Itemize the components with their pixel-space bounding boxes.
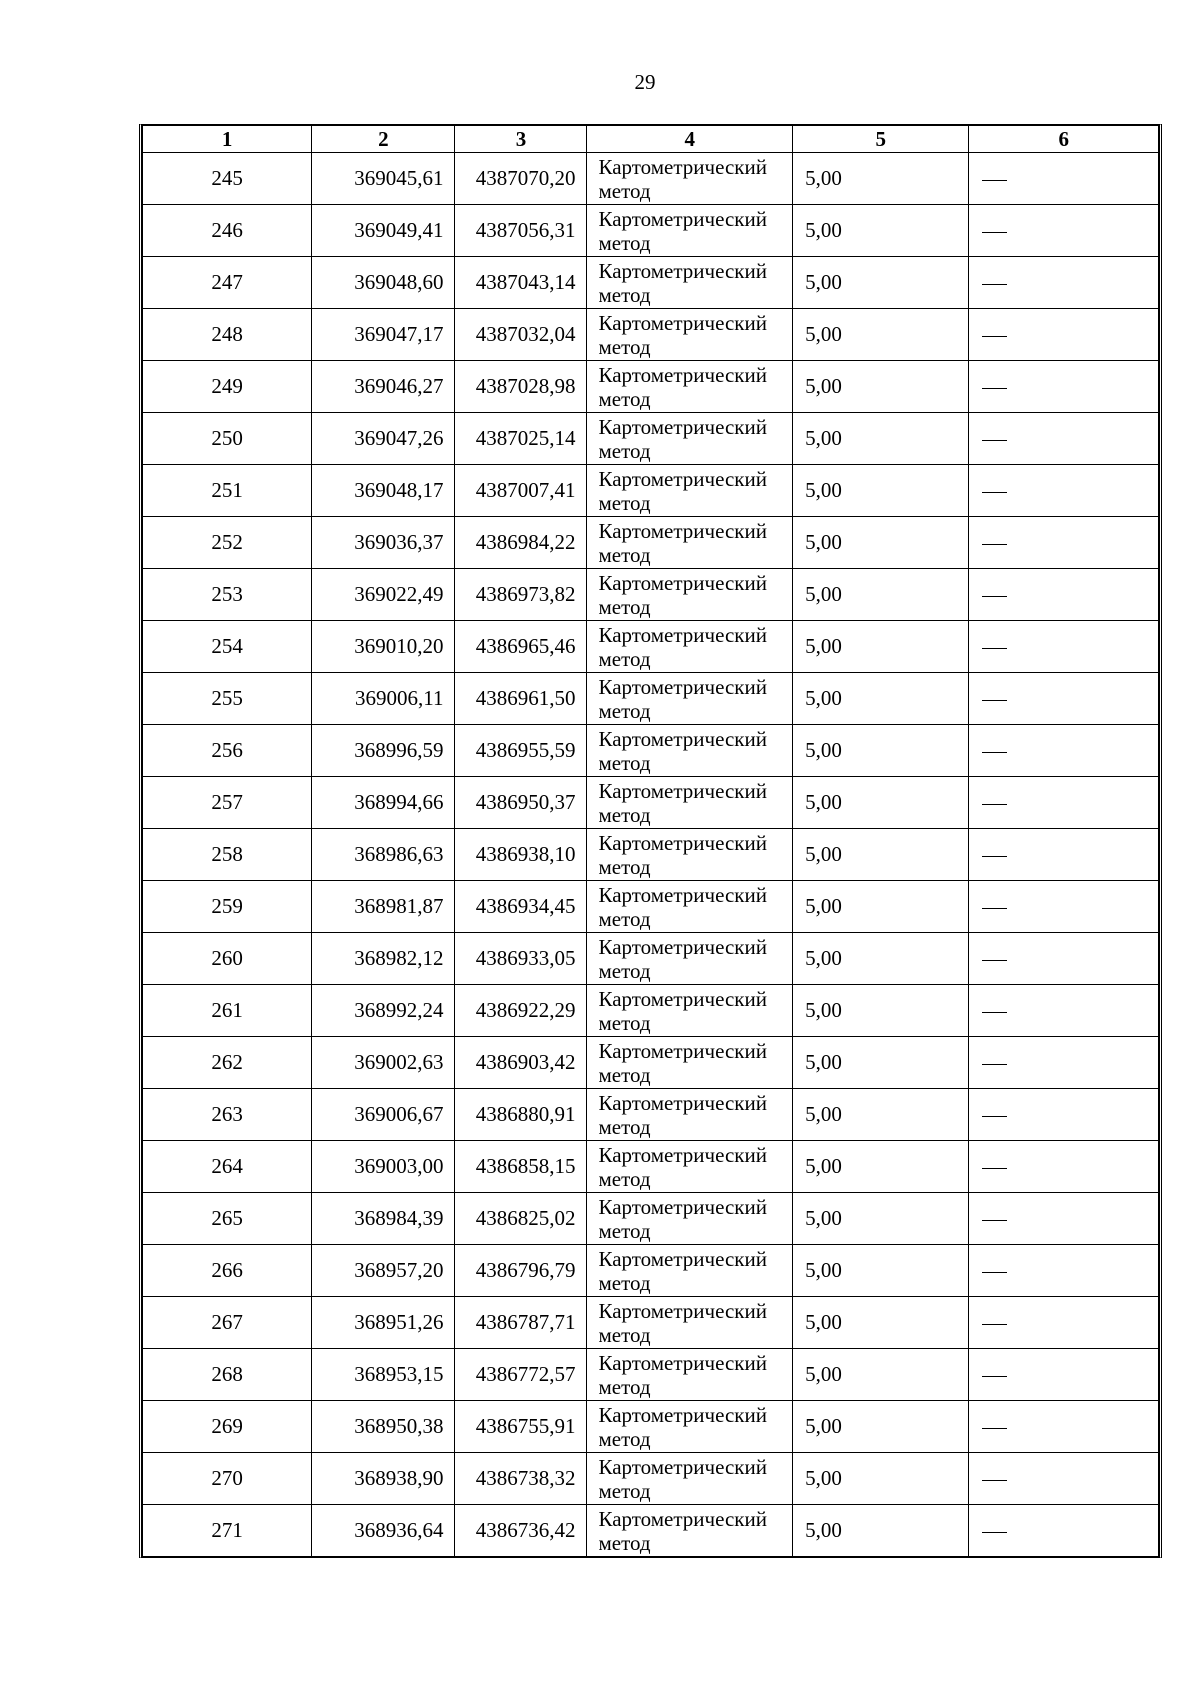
x-coordinate-cell: 369045,61 — [312, 153, 455, 205]
point-number-cell: 254 — [143, 621, 312, 673]
accuracy-cell: 5,00 — [793, 985, 969, 1037]
table-row — [143, 673, 1159, 725]
x-coordinate-cell: 368984,39 — [312, 1193, 455, 1245]
table-row — [143, 309, 1159, 361]
point-number-cell: 255 — [143, 673, 312, 725]
method-line-2: метод — [598, 1374, 651, 1399]
dash-mark — [982, 284, 1007, 285]
y-coordinate-cell: 4386934,45 — [455, 881, 587, 933]
accuracy-cell: 5,00 — [793, 569, 969, 621]
method-line-2: метод — [598, 958, 651, 983]
y-coordinate-cell: 4386880,91 — [455, 1089, 587, 1141]
dash-mark — [982, 752, 1007, 753]
y-coordinate-cell: 4387025,14 — [455, 413, 587, 465]
point-number-cell: 258 — [143, 829, 312, 881]
y-coordinate-cell: 4386965,46 — [455, 621, 587, 673]
method-line-1: Картометрический — [598, 986, 767, 1011]
accuracy-cell: 5,00 — [793, 517, 969, 569]
dash-mark — [982, 648, 1007, 649]
accuracy-cell: 5,00 — [793, 933, 969, 985]
dash-mark — [982, 1324, 1007, 1325]
method-cell — [587, 777, 793, 829]
dash-mark — [982, 336, 1007, 337]
accuracy-cell: 5,00 — [793, 309, 969, 361]
method-cell — [587, 153, 793, 205]
method-line-1: Картометрический — [598, 154, 767, 179]
point-number-cell: 265 — [143, 1193, 312, 1245]
method-line-2: метод — [598, 282, 651, 307]
table-body — [143, 153, 1159, 1557]
dash-mark — [982, 1220, 1007, 1221]
method-line-1: Картометрический — [598, 1142, 767, 1167]
column-header-3: 3 — [455, 126, 587, 153]
method-cell — [587, 881, 793, 933]
table-row — [143, 621, 1159, 673]
method-line-1: Картометрический — [598, 1038, 767, 1063]
dash-mark — [982, 232, 1007, 233]
point-number-cell: 270 — [143, 1453, 312, 1505]
method-line-1: Картометрический — [598, 1506, 767, 1531]
method-cell — [587, 1245, 793, 1297]
accuracy-cell: 5,00 — [793, 361, 969, 413]
accuracy-cell: 5,00 — [793, 777, 969, 829]
method-line-1: Картометрический — [598, 362, 767, 387]
accuracy-cell: 5,00 — [793, 1193, 969, 1245]
y-coordinate-cell: 4386787,71 — [455, 1297, 587, 1349]
method-line-1: Картометрический — [598, 622, 767, 647]
method-line-2: метод — [598, 1426, 651, 1451]
y-coordinate-cell: 4386772,57 — [455, 1349, 587, 1401]
note-cell — [969, 933, 1159, 985]
point-number-cell: 261 — [143, 985, 312, 1037]
accuracy-cell: 5,00 — [793, 1401, 969, 1453]
table-row — [143, 205, 1159, 257]
method-cell — [587, 465, 793, 517]
note-cell — [969, 985, 1159, 1037]
point-number-cell: 253 — [143, 569, 312, 621]
method-line-1: Картометрический — [598, 1350, 767, 1375]
table-row — [143, 1089, 1159, 1141]
method-cell — [587, 1349, 793, 1401]
y-coordinate-cell: 4387043,14 — [455, 257, 587, 309]
method-line-1: Картометрический — [598, 414, 767, 439]
method-line-2: метод — [598, 750, 651, 775]
method-line-2: метод — [598, 1218, 651, 1243]
x-coordinate-cell: 368938,90 — [312, 1453, 455, 1505]
y-coordinate-cell: 4386950,37 — [455, 777, 587, 829]
method-line-1: Картометрический — [598, 310, 767, 335]
table-row — [143, 1037, 1159, 1089]
note-cell — [969, 673, 1159, 725]
coordinates-table-frame — [139, 124, 1162, 1558]
y-coordinate-cell: 4386796,79 — [455, 1245, 587, 1297]
x-coordinate-cell: 369046,27 — [312, 361, 455, 413]
dash-mark — [982, 180, 1007, 181]
x-coordinate-cell: 368957,20 — [312, 1245, 455, 1297]
point-number-cell: 268 — [143, 1349, 312, 1401]
method-cell — [587, 829, 793, 881]
method-cell — [587, 725, 793, 777]
method-line-2: метод — [598, 646, 651, 671]
point-number-cell: 269 — [143, 1401, 312, 1453]
x-coordinate-cell: 369010,20 — [312, 621, 455, 673]
point-number-cell: 249 — [143, 361, 312, 413]
y-coordinate-cell: 4386922,29 — [455, 985, 587, 1037]
table-row — [143, 1505, 1159, 1557]
method-line-2: метод — [598, 802, 651, 827]
method-cell — [587, 309, 793, 361]
point-number-cell: 248 — [143, 309, 312, 361]
table-row — [143, 881, 1159, 933]
point-number-cell: 266 — [143, 1245, 312, 1297]
table-row — [143, 1193, 1159, 1245]
note-cell — [969, 1349, 1159, 1401]
point-number-cell: 252 — [143, 517, 312, 569]
note-cell — [969, 1505, 1159, 1557]
x-coordinate-cell: 369022,49 — [312, 569, 455, 621]
accuracy-cell: 5,00 — [793, 1141, 969, 1193]
note-cell — [969, 829, 1159, 881]
note-cell — [969, 1453, 1159, 1505]
method-cell — [587, 569, 793, 621]
note-cell — [969, 1089, 1159, 1141]
column-header-4: 4 — [587, 126, 793, 153]
y-coordinate-cell: 4386755,91 — [455, 1401, 587, 1453]
method-line-1: Картометрический — [598, 778, 767, 803]
method-cell — [587, 1297, 793, 1349]
y-coordinate-cell: 4386961,50 — [455, 673, 587, 725]
method-line-1: Картометрический — [598, 1194, 767, 1219]
note-cell — [969, 725, 1159, 777]
accuracy-cell: 5,00 — [793, 1245, 969, 1297]
method-cell — [587, 933, 793, 985]
column-header-5: 5 — [793, 126, 969, 153]
method-line-2: метод — [598, 230, 651, 255]
dash-mark — [982, 1116, 1007, 1117]
table-row — [143, 777, 1159, 829]
note-cell — [969, 777, 1159, 829]
note-cell — [969, 153, 1159, 205]
y-coordinate-cell: 4386738,32 — [455, 1453, 587, 1505]
x-coordinate-cell: 369006,11 — [312, 673, 455, 725]
method-cell — [587, 361, 793, 413]
y-coordinate-cell: 4386903,42 — [455, 1037, 587, 1089]
dash-mark — [982, 596, 1007, 597]
accuracy-cell: 5,00 — [793, 1505, 969, 1557]
table-row — [143, 933, 1159, 985]
x-coordinate-cell: 368982,12 — [312, 933, 455, 985]
y-coordinate-cell: 4386973,82 — [455, 569, 587, 621]
method-cell — [587, 1141, 793, 1193]
accuracy-cell: 5,00 — [793, 1297, 969, 1349]
note-cell — [969, 1297, 1159, 1349]
x-coordinate-cell: 369047,17 — [312, 309, 455, 361]
method-cell — [587, 1453, 793, 1505]
accuracy-cell: 5,00 — [793, 1037, 969, 1089]
method-line-1: Картометрический — [598, 570, 767, 595]
note-cell — [969, 1141, 1159, 1193]
method-line-1: Картометрический — [598, 882, 767, 907]
x-coordinate-cell: 369047,26 — [312, 413, 455, 465]
point-number-cell: 245 — [143, 153, 312, 205]
dash-mark — [982, 1480, 1007, 1481]
table-header-row — [143, 126, 1159, 153]
note-cell — [969, 1245, 1159, 1297]
method-cell — [587, 985, 793, 1037]
table-row — [143, 1401, 1159, 1453]
x-coordinate-cell: 368986,63 — [312, 829, 455, 881]
point-number-cell: 250 — [143, 413, 312, 465]
table-row — [143, 153, 1159, 205]
table-row — [143, 1349, 1159, 1401]
method-line-2: метод — [598, 698, 651, 723]
table-row — [143, 517, 1159, 569]
method-cell — [587, 1401, 793, 1453]
method-cell — [587, 1089, 793, 1141]
y-coordinate-cell: 4386825,02 — [455, 1193, 587, 1245]
note-cell — [969, 1401, 1159, 1453]
note-cell — [969, 205, 1159, 257]
table-row — [143, 569, 1159, 621]
dash-mark — [982, 856, 1007, 857]
method-line-2: метод — [598, 490, 651, 515]
method-line-1: Картометрический — [598, 258, 767, 283]
point-number-cell: 264 — [143, 1141, 312, 1193]
table-row — [143, 1245, 1159, 1297]
y-coordinate-cell: 4387032,04 — [455, 309, 587, 361]
point-number-cell: 251 — [143, 465, 312, 517]
dash-mark — [982, 1168, 1007, 1169]
x-coordinate-cell: 369036,37 — [312, 517, 455, 569]
accuracy-cell: 5,00 — [793, 153, 969, 205]
method-line-1: Картометрический — [598, 1090, 767, 1115]
point-number-cell: 260 — [143, 933, 312, 985]
note-cell — [969, 465, 1159, 517]
y-coordinate-cell: 4386955,59 — [455, 725, 587, 777]
y-coordinate-cell: 4386938,10 — [455, 829, 587, 881]
method-line-1: Картометрический — [598, 1298, 767, 1323]
method-cell — [587, 621, 793, 673]
table-row — [143, 985, 1159, 1037]
method-line-2: метод — [598, 178, 651, 203]
y-coordinate-cell: 4387007,41 — [455, 465, 587, 517]
dash-mark — [982, 1532, 1007, 1533]
method-line-2: метод — [598, 854, 651, 879]
method-line-1: Картометрический — [598, 466, 767, 491]
x-coordinate-cell: 368994,66 — [312, 777, 455, 829]
accuracy-cell: 5,00 — [793, 725, 969, 777]
accuracy-cell: 5,00 — [793, 413, 969, 465]
note-cell — [969, 517, 1159, 569]
note-cell — [969, 361, 1159, 413]
dash-mark — [982, 700, 1007, 701]
accuracy-cell: 5,00 — [793, 465, 969, 517]
dash-mark — [982, 544, 1007, 545]
y-coordinate-cell: 4387028,98 — [455, 361, 587, 413]
method-cell — [587, 1193, 793, 1245]
table-row — [143, 829, 1159, 881]
method-line-2: метод — [598, 1270, 651, 1295]
method-line-2: метод — [598, 906, 651, 931]
accuracy-cell: 5,00 — [793, 621, 969, 673]
accuracy-cell: 5,00 — [793, 673, 969, 725]
x-coordinate-cell: 368950,38 — [312, 1401, 455, 1453]
y-coordinate-cell: 4387070,20 — [455, 153, 587, 205]
x-coordinate-cell: 368981,87 — [312, 881, 455, 933]
method-line-2: метод — [598, 1114, 651, 1139]
method-line-1: Картометрический — [598, 934, 767, 959]
method-cell — [587, 1037, 793, 1089]
method-cell — [587, 673, 793, 725]
accuracy-cell: 5,00 — [793, 1349, 969, 1401]
y-coordinate-cell: 4386984,22 — [455, 517, 587, 569]
method-line-1: Картометрический — [598, 1246, 767, 1271]
x-coordinate-cell: 368936,64 — [312, 1505, 455, 1557]
note-cell — [969, 621, 1159, 673]
accuracy-cell: 5,00 — [793, 1453, 969, 1505]
dash-mark — [982, 1012, 1007, 1013]
point-number-cell: 263 — [143, 1089, 312, 1141]
x-coordinate-cell: 368992,24 — [312, 985, 455, 1037]
x-coordinate-cell: 369048,60 — [312, 257, 455, 309]
note-cell — [969, 413, 1159, 465]
dash-mark — [982, 1376, 1007, 1377]
table-row — [143, 725, 1159, 777]
coordinates-table — [142, 125, 1159, 1557]
accuracy-cell: 5,00 — [793, 881, 969, 933]
accuracy-cell: 5,00 — [793, 829, 969, 881]
method-line-1: Картометрический — [598, 674, 767, 699]
x-coordinate-cell: 368953,15 — [312, 1349, 455, 1401]
x-coordinate-cell: 368951,26 — [312, 1297, 455, 1349]
accuracy-cell: 5,00 — [793, 1089, 969, 1141]
table-row — [143, 413, 1159, 465]
x-coordinate-cell: 369049,41 — [312, 205, 455, 257]
method-line-2: метод — [598, 1166, 651, 1191]
method-line-1: Картометрический — [598, 726, 767, 751]
dash-mark — [982, 960, 1007, 961]
x-coordinate-cell: 368996,59 — [312, 725, 455, 777]
y-coordinate-cell: 4387056,31 — [455, 205, 587, 257]
point-number-cell: 262 — [143, 1037, 312, 1089]
table-row — [143, 257, 1159, 309]
page-number: 29 — [634, 70, 656, 94]
point-number-cell: 247 — [143, 257, 312, 309]
method-line-2: метод — [598, 542, 651, 567]
point-number-cell: 271 — [143, 1505, 312, 1557]
dash-mark — [982, 908, 1007, 909]
method-line-2: метод — [598, 1530, 651, 1555]
y-coordinate-cell: 4386858,15 — [455, 1141, 587, 1193]
method-line-1: Картометрический — [598, 1402, 767, 1427]
point-number-cell: 256 — [143, 725, 312, 777]
column-header-2: 2 — [312, 126, 455, 153]
method-cell — [587, 413, 793, 465]
method-line-2: метод — [598, 594, 651, 619]
point-number-cell: 259 — [143, 881, 312, 933]
dash-mark — [982, 492, 1007, 493]
method-cell — [587, 257, 793, 309]
note-cell — [969, 881, 1159, 933]
dash-mark — [982, 1428, 1007, 1429]
dash-mark — [982, 1272, 1007, 1273]
table-row — [143, 1297, 1159, 1349]
table-row — [143, 1141, 1159, 1193]
point-number-cell: 257 — [143, 777, 312, 829]
note-cell — [969, 1193, 1159, 1245]
x-coordinate-cell: 369002,63 — [312, 1037, 455, 1089]
note-cell — [969, 1037, 1159, 1089]
accuracy-cell: 5,00 — [793, 205, 969, 257]
method-line-1: Картометрический — [598, 830, 767, 855]
method-line-2: метод — [598, 1322, 651, 1347]
x-coordinate-cell: 369006,67 — [312, 1089, 455, 1141]
dash-mark — [982, 1064, 1007, 1065]
method-line-2: метод — [598, 1062, 651, 1087]
dash-mark — [982, 388, 1007, 389]
method-line-2: метод — [598, 1478, 651, 1503]
x-coordinate-cell: 369048,17 — [312, 465, 455, 517]
note-cell — [969, 257, 1159, 309]
accuracy-cell: 5,00 — [793, 257, 969, 309]
y-coordinate-cell: 4386736,42 — [455, 1505, 587, 1557]
method-line-1: Картометрический — [598, 206, 767, 231]
point-number-cell: 267 — [143, 1297, 312, 1349]
method-line-2: метод — [598, 438, 651, 463]
note-cell — [969, 309, 1159, 361]
point-number-cell: 246 — [143, 205, 312, 257]
column-header-6: 6 — [969, 126, 1159, 153]
method-line-2: метод — [598, 1010, 651, 1035]
method-cell — [587, 1505, 793, 1557]
method-line-1: Картометрический — [598, 1454, 767, 1479]
x-coordinate-cell: 369003,00 — [312, 1141, 455, 1193]
table-row — [143, 1453, 1159, 1505]
method-line-2: метод — [598, 334, 651, 359]
column-header-1: 1 — [143, 126, 312, 153]
y-coordinate-cell: 4386933,05 — [455, 933, 587, 985]
note-cell — [969, 569, 1159, 621]
table-row — [143, 361, 1159, 413]
method-cell — [587, 517, 793, 569]
table-row — [143, 465, 1159, 517]
method-cell — [587, 205, 793, 257]
method-line-1: Картометрический — [598, 518, 767, 543]
dash-mark — [982, 804, 1007, 805]
dash-mark — [982, 440, 1007, 441]
method-line-2: метод — [598, 386, 651, 411]
